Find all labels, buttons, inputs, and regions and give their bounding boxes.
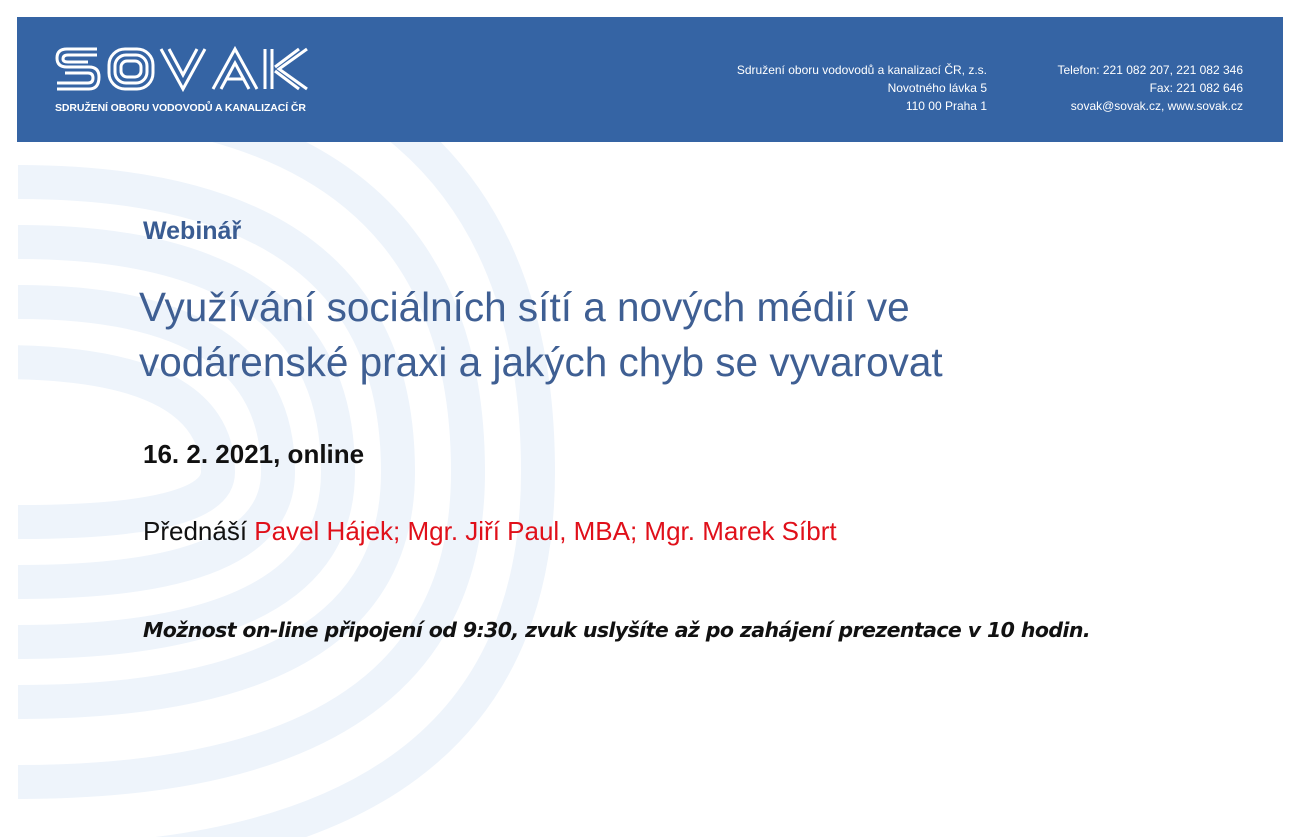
- logo-tagline: SDRUŽENÍ OBORU VODOVODŮ A KANALIZACÍ ČR: [55, 102, 306, 114]
- speakers-line: [143, 516, 837, 547]
- contact-block: [1058, 61, 1244, 115]
- speakers-names: Pavel Hájek; Mgr. Jiří Paul, MBA; Mgr. Marek Síbrt: [254, 516, 837, 546]
- contact-phone: Telefon: 221 082 207, 221 082 346: [1057, 63, 1243, 77]
- connection-note: Možnost on-line připojení od 9:30, zvuk uslyšíte až po zahájení prezentace v 10 hodin.: [143, 618, 1091, 642]
- contact-email-web: sovak@sovak.cz, www.sovak.cz: [1070, 99, 1243, 113]
- header-band: [17, 17, 1283, 142]
- address-line-city: 110 00 Praha 1: [905, 99, 987, 113]
- address-line-org: Sdružení oboru vodovodů a kanalizací ČR, z.s.: [736, 63, 987, 77]
- sovak-wordmark-logo: [55, 45, 311, 95]
- sovak-logo: [55, 45, 315, 117]
- webinar-title: [139, 280, 1139, 390]
- background-swirl-graphic: [18, 142, 718, 837]
- address-block: [737, 61, 987, 115]
- title-line-1: Využívání sociálních sítí a nových médií ve: [139, 284, 910, 330]
- title-line-2: vodárenské praxi a jakých chyb se vyvarovat: [139, 339, 943, 385]
- address-line-street: Novotného lávka 5: [887, 81, 987, 95]
- event-date: 16. 2. 2021, online: [143, 439, 365, 469]
- webinar-kicker: Webinář: [143, 217, 242, 245]
- speakers-label: Přednáší: [143, 516, 255, 546]
- contact-fax: Fax: 221 082 646: [1149, 81, 1243, 95]
